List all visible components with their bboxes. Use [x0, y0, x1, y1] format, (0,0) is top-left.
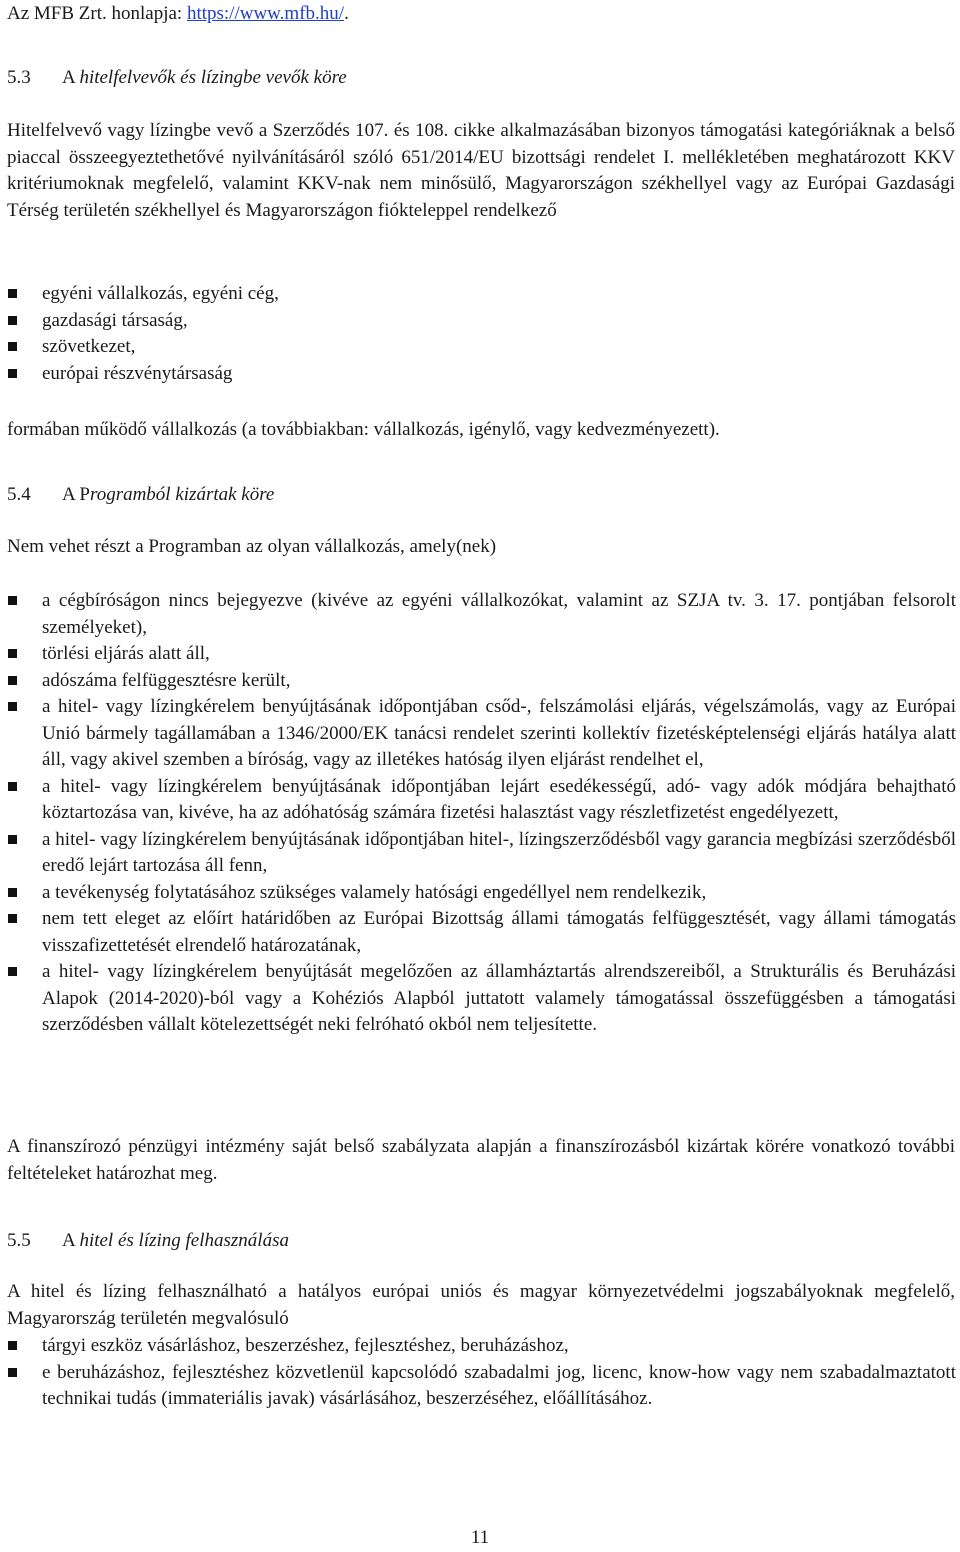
square-bullet-icon	[8, 967, 17, 976]
section-5-3-outro: formában működő vállalkozás (a továbbiakban: vállalkozás, igénylő, vagy kedvezményezett).	[7, 419, 720, 440]
square-bullet-icon	[8, 702, 17, 711]
list-item: egyéni vállalkozás, egyéni cég,	[0, 281, 956, 308]
square-bullet-icon	[8, 888, 17, 897]
square-bullet-icon	[8, 835, 17, 844]
page-header: Az MFB Zrt. honlapja: https://www.mfb.hu/.	[7, 3, 349, 24]
list-item: a hitel- vagy lízingkérelem benyújtásának időpontjában hitel-, lízingszerződésből vagy garancia megbízási szerződésből eredő lejárt tartozása áll fenn,	[0, 827, 956, 880]
section-5-5-intro: A hitel és lízing felhasználható a hatályos európai uniós és magyar környezetvédelmi jogszabályoknak megfelelő, Magyarország területén megvalósuló	[7, 1281, 955, 1329]
list-item: a hitel- vagy lízingkérelem benyújtásának időpontjában csőd-, felszámolási eljárás, végelszámolás, vagy az Európai Unió bármely tagállamában a 1346/2000/EK tanácsi rendelet szerinti kollektív fizetésképtelenségi eljárás hatálya alatt áll, vagy akivel szemben a bíróság, vagy az illetékes hatóság ilyen eljárást rendelhet el,	[0, 694, 956, 774]
square-bullet-icon	[8, 1341, 17, 1350]
square-bullet-icon	[8, 289, 17, 298]
mfb-link[interactable]: https://www.mfb.hu/	[186, 3, 345, 24]
section-5-4-outro: A finanszírozó pénzügyi intézmény saját belső szabályzata alapján a finanszírozásból kizártak körére vonatkozó további feltételeket határozhat meg.	[7, 1136, 955, 1184]
list-item: törlési eljárás alatt áll,	[0, 641, 956, 668]
square-bullet-icon	[8, 649, 17, 658]
list-item: adószáma felfüggesztésre került,	[0, 668, 956, 695]
square-bullet-icon	[8, 316, 17, 325]
list-item: szövetkezet,	[0, 334, 956, 361]
section-5-4-intro: Nem vehet részt a Programban az olyan vállalkozás, amely(nek)	[7, 536, 497, 557]
section-5-3-list	[0, 281, 956, 387]
list-item: a hitel- vagy lízingkérelem benyújtásának időpontjában lejárt esedékességű, adó- vagy adók módjára behajtható köztartozása van, kivéve, ha az adóhatóság számára fizetési halasztást vagy részletfizetést engedélyezett,	[0, 774, 956, 827]
square-bullet-icon	[8, 369, 17, 378]
list-item: tárgyi eszköz vásárláshoz, beszerzéshez, fejlesztéshez, beruházáshoz,	[0, 1333, 956, 1360]
list-item: a hitel- vagy lízingkérelem benyújtását megelőzően az államháztartás alrendszereiből, a Strukturális és Beruházási Alapok (2014-2020)-ból vagy a Kohéziós Alapból juttatott valamely támogatással összefüggésben a támogatási szerződésben vállalt kötelezettségét neki felróható okból nem teljesítette.	[0, 959, 956, 1039]
square-bullet-icon	[8, 342, 17, 351]
section-5-4-list	[0, 588, 956, 1039]
square-bullet-icon	[8, 676, 17, 685]
section-5-3-heading: 5.3 A hitelfelvevők és lízingbe vevők köre	[7, 67, 347, 88]
section-5-4-heading: 5.4 A Programból kizártak köre	[7, 484, 275, 505]
list-item: nem tett eleget az előírt határidőben az Európai Bizottság állami támogatás felfüggesztését, vagy állami támogatás visszafizettetését elrendelő határozatának,	[0, 906, 956, 959]
list-item: gazdasági társaság,	[0, 308, 956, 335]
page-number: 11	[470, 1527, 490, 1548]
list-item: a tevékenység folytatásához szükséges valamely hatósági engedéllyel nem rendelkezik,	[0, 880, 956, 907]
square-bullet-icon	[8, 596, 17, 605]
square-bullet-icon	[8, 914, 17, 923]
section-5-5-list	[0, 1333, 956, 1413]
section-5-5-heading: 5.5 A hitel és lízing felhasználása	[7, 1230, 289, 1251]
list-item: európai részvénytársaság	[0, 361, 956, 388]
square-bullet-icon	[8, 782, 17, 791]
list-item: e beruházáshoz, fejlesztéshez közvetlenül kapcsolódó szabadalmi jog, licenc, know-how vagy nem szabadalmaztatott technikai tudás (immateriális javak) vásárlásához, beszerzéséhez, előállításához.	[0, 1360, 956, 1413]
square-bullet-icon	[8, 1368, 17, 1377]
list-item: a cégbíróságon nincs bejegyezve (kivéve az egyéni vállalkozókat, valamint az SZJA tv. 3. 17. pontjában felsorolt személyeket),	[0, 588, 956, 641]
section-5-3-intro: Hitelfelvevő vagy lízingbe vevő a Szerződés 107. és 108. cikke alkalmazásában bizonyos támogatási kategóriáknak a belső piaccal összeegyeztethetővé nyilvánításáról szóló 651/2014/EU bizottsági rendelet I. mellékletében meghatározott KKV kritériumoknak megfelelő, valamint KKV-nak nem minősülő, Magyarországon székhellyel vagy az Európai Gazdasági Térség területén székhellyel és Magyarországon fiókteleppel rendelkező	[7, 120, 955, 221]
